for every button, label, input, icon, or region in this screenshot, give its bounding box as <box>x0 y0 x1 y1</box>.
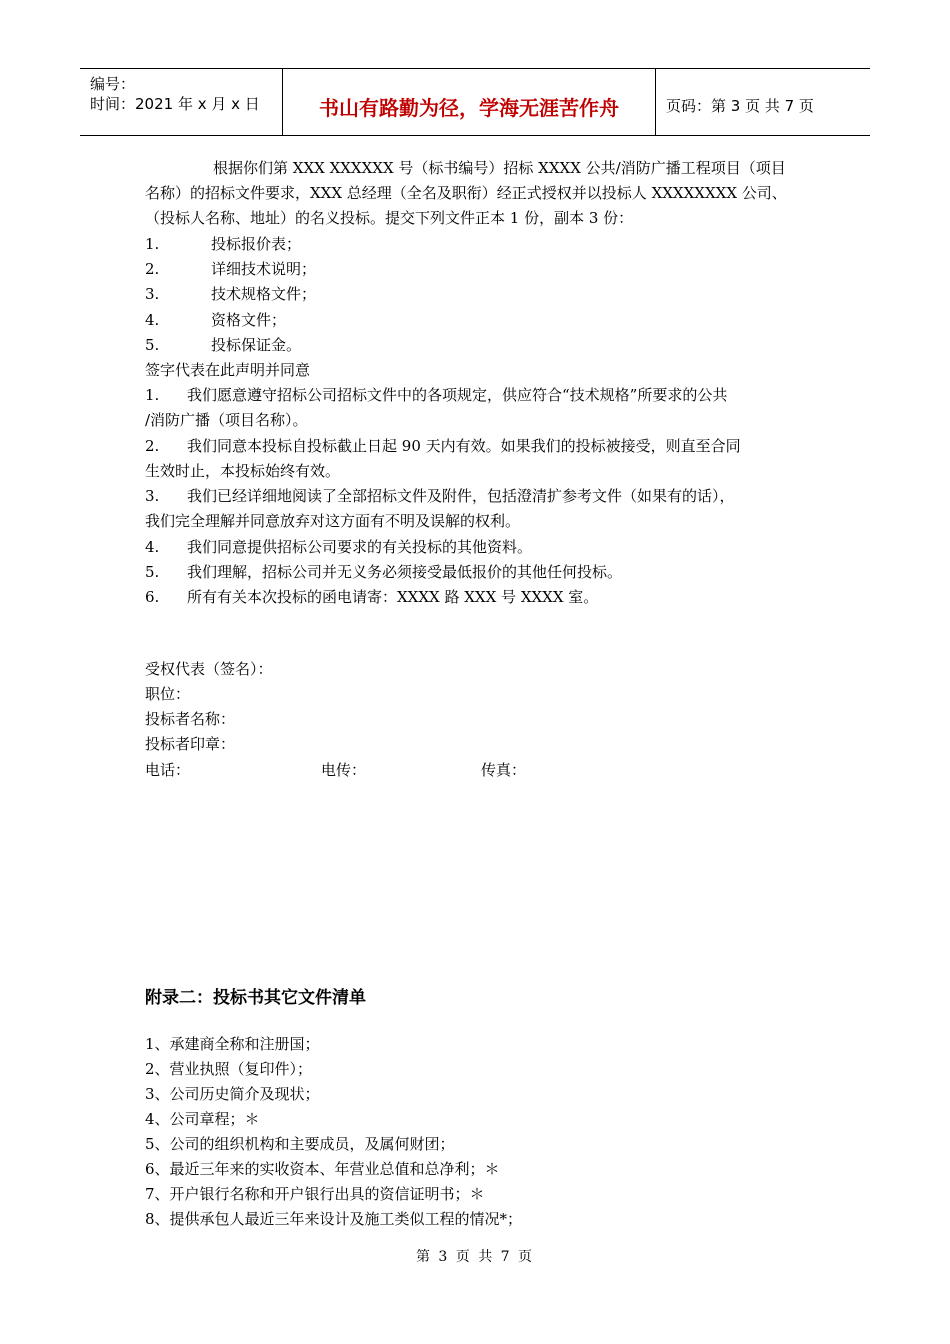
declaration-item: 4. 我们同意提供招标公司要求的有关投标的其他资料。 <box>145 538 533 556</box>
declaration-item: 3. 我们已经详细地阅读了全部招标文件及附件，包括澄清扩参考文件（如果有的话）， <box>145 487 735 505</box>
appendix-item: 8、提供承包人最近三年来设计及施工类似工程的情况*； <box>145 1210 523 1228</box>
appendix-item: 3、公司历史简介及现状； <box>145 1085 320 1103</box>
signature-position: 职位： <box>145 685 191 703</box>
declaration-item: 2. 我们同意本投标自投标截止日起 90 天内有效。如果我们的投标被接受，则直至合同 <box>145 437 741 455</box>
declaration-title: 签字代表在此声明并同意 <box>145 361 311 379</box>
intro-line-3: （投标人名称、地址）的名义投标。提交下列文件正本 1 份，副本 3 份： <box>145 209 634 227</box>
appendix-item: 6、最近三年来的实收资本、年营业总值和总净利；＊ <box>145 1160 500 1178</box>
declaration-cont: 生效时止，本投标始终有效。 <box>145 462 341 480</box>
list-item: 1. 投标报价表； <box>145 235 302 253</box>
header-info-cell <box>80 69 283 135</box>
appendix-item: 4、公司章程；＊ <box>145 1110 260 1128</box>
intro-line-1: 根据你们第 XXX XXXXXX 号（标书编号）招标 XXXX 公共/消防广播工程项目（项目 <box>213 159 786 177</box>
motto: 书山有路勤为径，学海无涯苦作舟 <box>319 96 619 120</box>
doc-time: 时间：2021 年 x 月 x 日 <box>90 95 260 113</box>
declaration-item: 5. 我们理解，招标公司并无义务必须接受最低报价的其他任何投标。 <box>145 563 623 581</box>
signature-rep: 受权代表（签名）： <box>145 660 273 678</box>
signature-fax: 传真： <box>481 761 527 779</box>
appendix-item: 7、开户银行名称和开户银行出具的资信证明书；＊ <box>145 1185 485 1203</box>
header-page-number: 页码：第 3 页 共 7 页 <box>666 97 814 115</box>
declaration-item: 1. 我们愿意遵守招标公司招标文件中的各项规定，供应符合“技术规格”所要求的公共 <box>145 386 728 404</box>
intro-line-2: 名称）的招标文件要求，XXX 总经理（全名及职衔）经正式授权并以投标人 XXXXXXXX 公司、 <box>145 184 787 202</box>
signature-telex: 电传： <box>321 761 367 779</box>
signature-phone: 电话： <box>145 761 191 779</box>
declaration-cont: /消防广播（项目名称）。 <box>145 411 308 429</box>
list-item: 2. 详细技术说明； <box>145 260 317 278</box>
doc-number: 编号： <box>90 75 136 93</box>
signature-bidder-name: 投标者名称： <box>145 710 236 728</box>
page-header <box>80 68 870 136</box>
appendix-item: 1、承建商全称和注册国； <box>145 1035 320 1053</box>
appendix-title: 附录二：投标书其它文件清单 <box>145 988 366 1008</box>
appendix-item: 2、营业执照（复印件）； <box>145 1060 313 1078</box>
list-item: 3. 技术规格文件； <box>145 285 317 303</box>
header-motto-cell <box>283 69 656 135</box>
signature-bidder-seal: 投标者印章： <box>145 735 236 753</box>
declaration-cont: 我们完全理解并同意放弃对这方面有不明及误解的权利。 <box>145 512 521 530</box>
header-page-cell <box>656 69 870 135</box>
page-footer: 第 3 页 共 7 页 <box>415 1249 535 1265</box>
appendix-item: 5、公司的组织机构和主要成员，及属何财团； <box>145 1135 455 1153</box>
declaration-item: 6. 所有有关本次投标的函电请寄：XXXX 路 XXX 号 XXXX 室。 <box>145 588 599 606</box>
list-item: 5. 投标保证金。 <box>145 336 302 354</box>
list-item: 4. 资格文件； <box>145 311 287 329</box>
